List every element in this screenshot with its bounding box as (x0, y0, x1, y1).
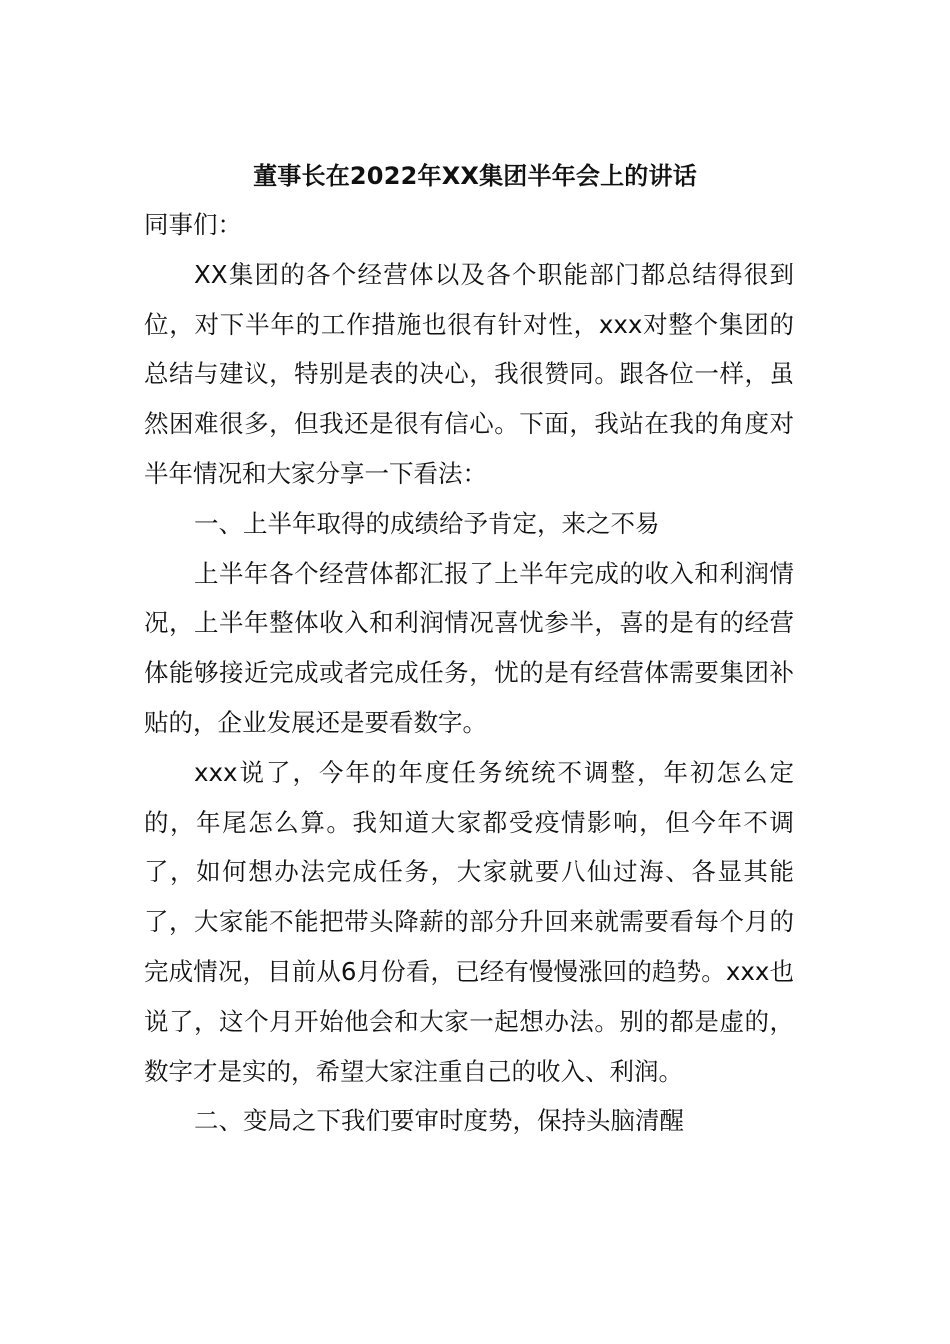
intro-paragraph: XX集团的各个经营体以及各个职能部门都总结得很到位，对下半年的工作措施也很有针对性，xxx对整个集团的总结与建议，特别是表的决心，我很赞同。跟各位一样，虽然困难很多，但我还是很有信心。下面，我站在我的角度对半年情况和大家分享一下看法： (144, 259, 794, 488)
section-heading-2: 二、变局之下我们要审时度势，保持头脑清醒 (194, 1106, 684, 1136)
section-heading-1: 一、上半年取得的成绩给予肯定，来之不易 (194, 508, 660, 538)
section-1-paragraph-1: 上半年各个经营体都汇报了上半年完成的收入和利润情况，上半年整体收入和利润情况喜忧参半，喜的是有的经营体能够接近完成或者完成任务，忧的是有经营体需要集团补贴的，企业发展还是要看数字。 (144, 558, 794, 737)
section-1-paragraph-2: xxx说了，今年的年度任务统统不调整，年初怎么定的，年尾怎么算。我知道大家都受疫情影响，但今年不调了，如何想办法完成任务，大家就要八仙过海、各显其能了，大家能不能把带头降薪的部分升回来就需要看每个月的完成情况，目前从6月份看，已经有慢慢涨回的趋势。xxx也说了，这个月开始他会和大家一起想办法。别的都是虚的，数字才是实的，希望大家注重自己的收入、利润。 (144, 757, 794, 1086)
document-body (144, 200, 794, 1146)
document-title: 董事长在2022年XX集团半年会上的讲话 (253, 162, 697, 190)
salutation-paragraph: 同事们： (144, 210, 242, 239)
